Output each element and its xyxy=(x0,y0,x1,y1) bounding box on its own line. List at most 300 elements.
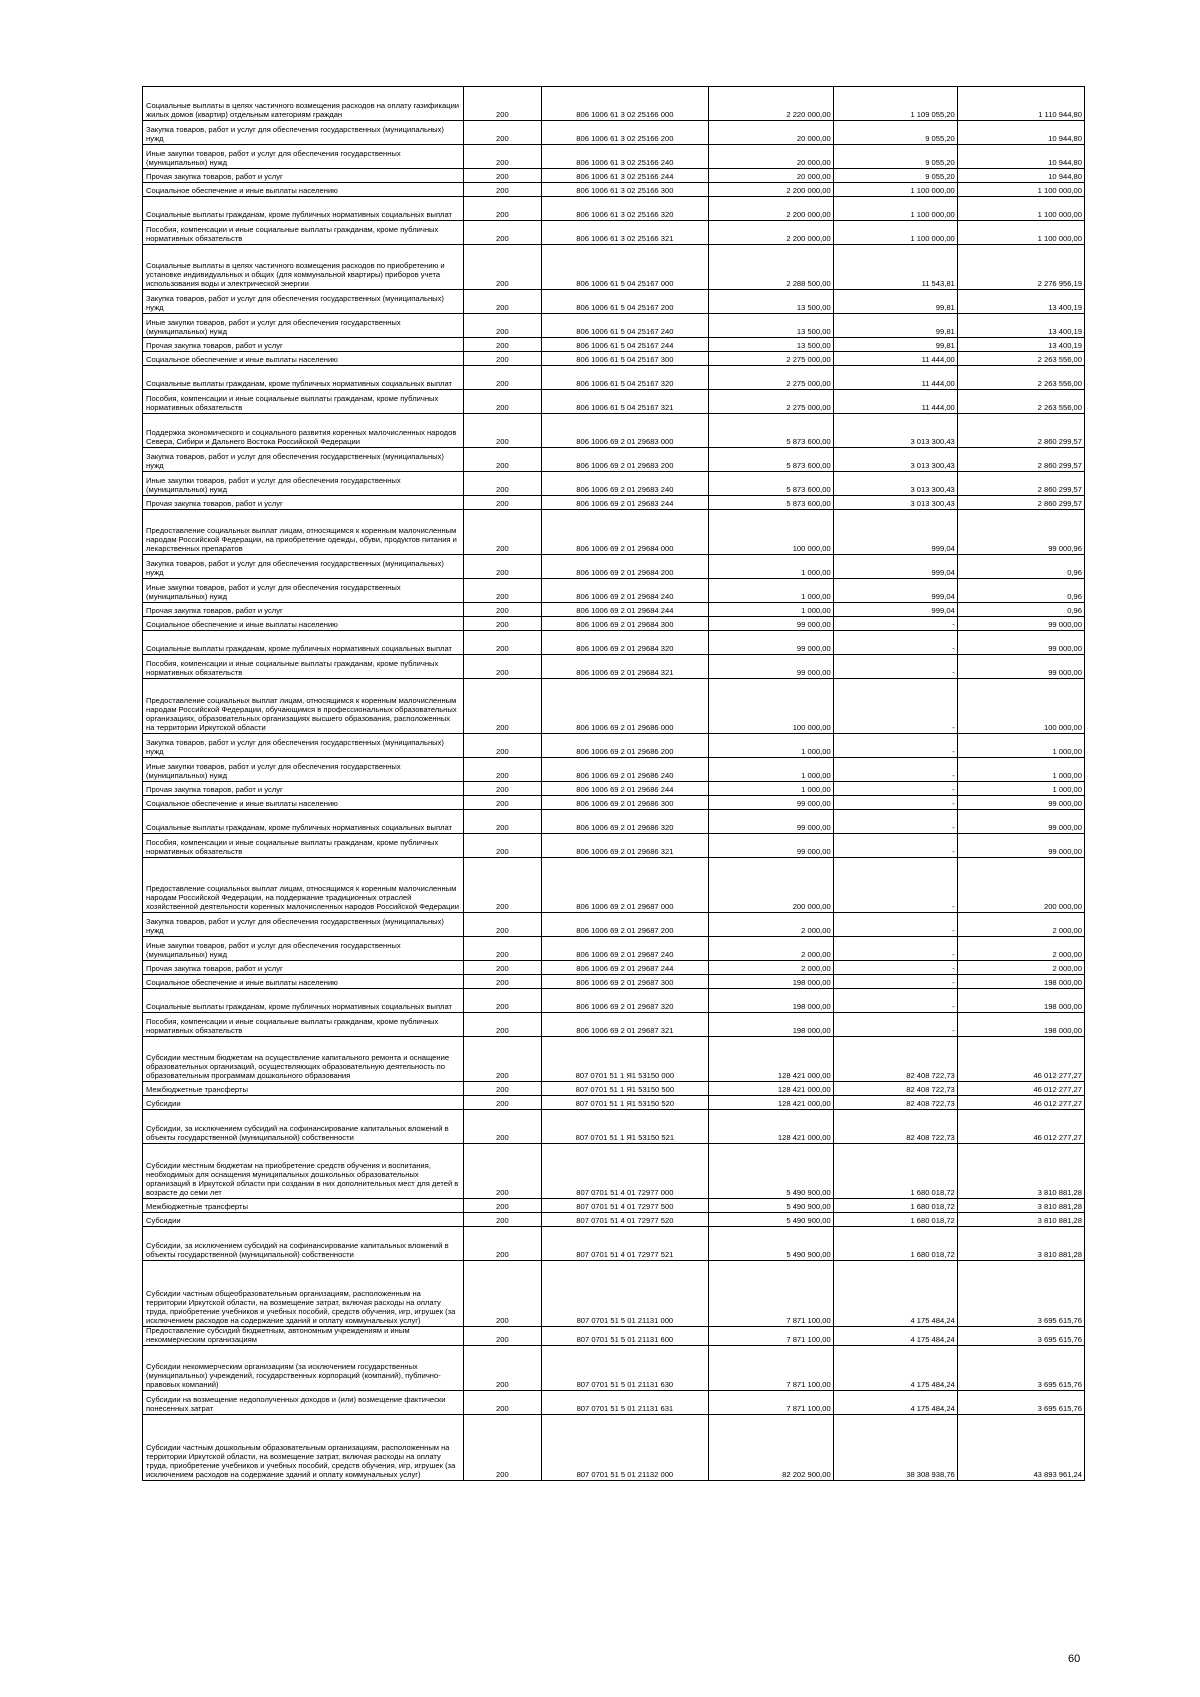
row-budget-code: 807 0701 51 4 01 72977 520 xyxy=(542,1213,708,1227)
row-approved-amount: 7 871 100,00 xyxy=(708,1345,833,1390)
row-remaining-amount: 2 000,00 xyxy=(957,913,1084,937)
row-budget-code: 806 1006 69 2 01 29684 320 xyxy=(542,631,708,655)
row-line-code: 200 xyxy=(463,472,542,496)
row-executed-amount: - xyxy=(833,782,957,796)
row-name: Субсидии частным дошкольным образовательным организациям, расположенным на территории Иркутской области, на возмещение затрат, включая расходы на оплату труда, приобретение учебников и учебных пособий, средств обучения, игр, игрушек (за исключением расходов на содержание зданий и оплату коммунальных услуг) xyxy=(143,1414,464,1480)
row-executed-amount: 4 175 484,24 xyxy=(833,1345,957,1390)
row-executed-amount: 3 013 300,43 xyxy=(833,472,957,496)
row-remaining-amount: 1 100 000,00 xyxy=(957,197,1084,221)
row-executed-amount: 11 444,00 xyxy=(833,352,957,366)
row-executed-amount: 1 100 000,00 xyxy=(833,197,957,221)
row-budget-code: 806 1006 69 2 01 29684 000 xyxy=(542,510,708,555)
row-executed-amount: 999,04 xyxy=(833,603,957,617)
table-row xyxy=(143,679,1085,734)
row-line-code: 200 xyxy=(463,975,542,989)
row-budget-code: 807 0701 51 5 01 21131 600 xyxy=(542,1327,708,1346)
table-row xyxy=(143,221,1085,245)
row-name: Пособия, компенсации и иные социальные выплаты гражданам, кроме публичных нормативных обязательств xyxy=(143,390,464,414)
table-row xyxy=(143,290,1085,314)
row-line-code: 200 xyxy=(463,679,542,734)
table-row xyxy=(143,782,1085,796)
row-line-code: 200 xyxy=(463,989,542,1013)
row-name: Предоставление социальных выплат лицам, относящимся к коренным малочисленным народам Российской Федерации, обучающимся в профессиональных образовательных организациях, образовательных организациях высшего образования, расположенных на территории Иркутской области xyxy=(143,679,464,734)
table-row xyxy=(143,617,1085,631)
row-budget-code: 807 0701 51 4 01 72977 000 xyxy=(542,1144,708,1199)
row-budget-code: 806 1006 69 2 01 29683 244 xyxy=(542,496,708,510)
row-line-code: 200 xyxy=(463,414,542,448)
row-executed-amount: 1 680 018,72 xyxy=(833,1213,957,1227)
row-approved-amount: 5 490 900,00 xyxy=(708,1227,833,1261)
row-line-code: 200 xyxy=(463,810,542,834)
row-executed-amount: 999,04 xyxy=(833,555,957,579)
budget-execution-table xyxy=(142,86,1085,1481)
row-approved-amount: 128 421 000,00 xyxy=(708,1096,833,1110)
row-line-code: 200 xyxy=(463,390,542,414)
page-number: 60 xyxy=(1068,1653,1081,1665)
row-budget-code: 806 1006 69 2 01 29686 244 xyxy=(542,782,708,796)
row-line-code: 200 xyxy=(463,197,542,221)
row-budget-code: 806 1006 69 2 01 29684 244 xyxy=(542,603,708,617)
row-remaining-amount: 10 944,80 xyxy=(957,169,1084,183)
row-remaining-amount: 99 000,00 xyxy=(957,834,1084,858)
row-line-code: 200 xyxy=(463,1199,542,1213)
row-approved-amount: 1 000,00 xyxy=(708,758,833,782)
table-row xyxy=(143,796,1085,810)
row-line-code: 200 xyxy=(463,655,542,679)
row-budget-code: 806 1006 69 2 01 29686 320 xyxy=(542,810,708,834)
row-remaining-amount: 1 000,00 xyxy=(957,734,1084,758)
table-row xyxy=(143,1199,1085,1213)
row-budget-code: 806 1006 69 2 01 29684 200 xyxy=(542,555,708,579)
row-name: Прочая закупка товаров, работ и услуг xyxy=(143,782,464,796)
row-budget-code: 806 1006 61 5 04 25167 000 xyxy=(542,245,708,290)
row-line-code: 200 xyxy=(463,796,542,810)
row-budget-code: 806 1006 61 5 04 25167 244 xyxy=(542,338,708,352)
table-row xyxy=(143,145,1085,169)
row-remaining-amount: 46 012 277,27 xyxy=(957,1096,1084,1110)
row-approved-amount: 13 500,00 xyxy=(708,290,833,314)
row-line-code: 200 xyxy=(463,858,542,913)
row-remaining-amount: 2 860 299,57 xyxy=(957,496,1084,510)
row-executed-amount: 4 175 484,24 xyxy=(833,1390,957,1414)
table-row xyxy=(143,937,1085,961)
row-executed-amount: - xyxy=(833,734,957,758)
row-approved-amount: 198 000,00 xyxy=(708,975,833,989)
row-approved-amount: 5 873 600,00 xyxy=(708,496,833,510)
row-name: Социальное обеспечение и иные выплаты населению xyxy=(143,183,464,197)
row-line-code: 200 xyxy=(463,121,542,145)
row-name: Пособия, компенсации и иные социальные выплаты гражданам, кроме публичных нормативных обязательств xyxy=(143,834,464,858)
row-remaining-amount: 2 263 556,00 xyxy=(957,366,1084,390)
row-name: Социальные выплаты в целях частичного возмещения расходов на оплату газификации жилых домов (квартир) отдельным категориям граждан xyxy=(143,87,464,121)
row-approved-amount: 1 000,00 xyxy=(708,734,833,758)
row-name: Социальные выплаты гражданам, кроме публичных нормативных социальных выплат xyxy=(143,631,464,655)
row-name: Закупка товаров, работ и услуг для обеспечения государственных (муниципальных) нужд xyxy=(143,121,464,145)
row-executed-amount: 9 055,20 xyxy=(833,145,957,169)
row-name: Социальные выплаты гражданам, кроме публичных нормативных социальных выплат xyxy=(143,366,464,390)
row-budget-code: 806 1006 69 2 01 29687 000 xyxy=(542,858,708,913)
row-approved-amount: 20 000,00 xyxy=(708,169,833,183)
table-row xyxy=(143,338,1085,352)
row-approved-amount: 99 000,00 xyxy=(708,834,833,858)
row-executed-amount: - xyxy=(833,631,957,655)
row-remaining-amount: 99 000,00 xyxy=(957,655,1084,679)
row-name: Социальные выплаты гражданам, кроме публичных нормативных социальных выплат xyxy=(143,810,464,834)
row-remaining-amount: 3 695 615,76 xyxy=(957,1390,1084,1414)
row-approved-amount: 99 000,00 xyxy=(708,631,833,655)
table-row xyxy=(143,989,1085,1013)
row-remaining-amount: 1 000,00 xyxy=(957,782,1084,796)
row-executed-amount: - xyxy=(833,989,957,1013)
row-budget-code: 806 1006 61 5 04 25167 321 xyxy=(542,390,708,414)
row-approved-amount: 5 873 600,00 xyxy=(708,448,833,472)
row-approved-amount: 2 200 000,00 xyxy=(708,221,833,245)
table-row xyxy=(143,352,1085,366)
row-approved-amount: 2 000,00 xyxy=(708,937,833,961)
row-remaining-amount: 46 012 277,27 xyxy=(957,1037,1084,1082)
row-budget-code: 806 1006 61 5 04 25167 300 xyxy=(542,352,708,366)
table-row xyxy=(143,603,1085,617)
table-row xyxy=(143,1345,1085,1390)
row-line-code: 200 xyxy=(463,579,542,603)
row-budget-code: 807 0701 51 4 01 72977 521 xyxy=(542,1227,708,1261)
row-line-code: 200 xyxy=(463,758,542,782)
row-executed-amount: - xyxy=(833,810,957,834)
row-approved-amount: 2 000,00 xyxy=(708,961,833,975)
row-name: Межбюджетные трансферты xyxy=(143,1082,464,1096)
table-row xyxy=(143,858,1085,913)
row-remaining-amount: 46 012 277,27 xyxy=(957,1110,1084,1144)
table-row xyxy=(143,1082,1085,1096)
row-approved-amount: 5 873 600,00 xyxy=(708,414,833,448)
row-remaining-amount: 198 000,00 xyxy=(957,1013,1084,1037)
row-approved-amount: 5 490 900,00 xyxy=(708,1199,833,1213)
row-approved-amount: 2 275 000,00 xyxy=(708,352,833,366)
row-executed-amount: - xyxy=(833,679,957,734)
row-executed-amount: 1 680 018,72 xyxy=(833,1144,957,1199)
table-row xyxy=(143,961,1085,975)
row-remaining-amount: 3 695 615,76 xyxy=(957,1345,1084,1390)
row-approved-amount: 1 000,00 xyxy=(708,782,833,796)
row-executed-amount: - xyxy=(833,834,957,858)
table-row xyxy=(143,1213,1085,1227)
row-name: Пособия, компенсации и иные социальные выплаты гражданам, кроме публичных нормативных обязательств xyxy=(143,655,464,679)
row-line-code: 200 xyxy=(463,290,542,314)
row-remaining-amount: 99 000,96 xyxy=(957,510,1084,555)
row-name: Пособия, компенсации и иные социальные выплаты гражданам, кроме публичных нормативных обязательств xyxy=(143,221,464,245)
table-row xyxy=(143,913,1085,937)
row-line-code: 200 xyxy=(463,496,542,510)
row-executed-amount: 9 055,20 xyxy=(833,121,957,145)
table-row xyxy=(143,1390,1085,1414)
row-budget-code: 806 1006 61 3 02 25166 200 xyxy=(542,121,708,145)
row-remaining-amount: 13 400,19 xyxy=(957,338,1084,352)
row-line-code: 200 xyxy=(463,221,542,245)
row-remaining-amount: 13 400,19 xyxy=(957,314,1084,338)
table-row xyxy=(143,758,1085,782)
row-approved-amount: 7 871 100,00 xyxy=(708,1261,833,1327)
row-line-code: 200 xyxy=(463,1037,542,1082)
row-executed-amount: - xyxy=(833,758,957,782)
row-approved-amount: 1 000,00 xyxy=(708,579,833,603)
row-remaining-amount: 99 000,00 xyxy=(957,631,1084,655)
row-name: Иные закупки товаров, работ и услуг для обеспечения государственных (муниципальных) нужд xyxy=(143,937,464,961)
row-executed-amount: 1 100 000,00 xyxy=(833,221,957,245)
row-approved-amount: 7 871 100,00 xyxy=(708,1327,833,1346)
row-name: Социальные выплаты в целях частичного возмещения расходов по приобретению и установке индивидуальных и общих (для коммунальной квартиры) приборов учета использования воды и электрической энергии xyxy=(143,245,464,290)
row-remaining-amount: 10 944,80 xyxy=(957,121,1084,145)
row-executed-amount: 9 055,20 xyxy=(833,169,957,183)
row-remaining-amount: 2 000,00 xyxy=(957,961,1084,975)
row-line-code: 200 xyxy=(463,834,542,858)
row-budget-code: 806 1006 61 3 02 25166 244 xyxy=(542,169,708,183)
row-budget-code: 806 1006 69 2 01 29683 200 xyxy=(542,448,708,472)
row-budget-code: 806 1006 69 2 01 29684 321 xyxy=(542,655,708,679)
table-row xyxy=(143,810,1085,834)
row-budget-code: 806 1006 69 2 01 29687 320 xyxy=(542,989,708,1013)
row-budget-code: 806 1006 69 2 01 29687 244 xyxy=(542,961,708,975)
row-line-code: 200 xyxy=(463,1414,542,1480)
row-approved-amount: 5 490 900,00 xyxy=(708,1213,833,1227)
row-name: Закупка товаров, работ и услуг для обеспечения государственных (муниципальных) нужд xyxy=(143,290,464,314)
row-name: Предоставление социальных выплат лицам, относящимся к коренным малочисленным народам Российской Федерации, на поддержание традиционных отраслей хозяйственной деятельности коренных малочисленных народов Российской Федерации xyxy=(143,858,464,913)
row-executed-amount: 82 408 722,73 xyxy=(833,1096,957,1110)
row-name: Субсидии xyxy=(143,1213,464,1227)
table-row xyxy=(143,631,1085,655)
table-row xyxy=(143,975,1085,989)
row-line-code: 200 xyxy=(463,352,542,366)
row-line-code: 200 xyxy=(463,1345,542,1390)
row-remaining-amount: 2 263 556,00 xyxy=(957,352,1084,366)
row-name: Прочая закупка товаров, работ и услуг xyxy=(143,169,464,183)
row-line-code: 200 xyxy=(463,1082,542,1096)
row-approved-amount: 100 000,00 xyxy=(708,679,833,734)
row-approved-amount: 99 000,00 xyxy=(708,655,833,679)
table-row xyxy=(143,1013,1085,1037)
row-approved-amount: 99 000,00 xyxy=(708,810,833,834)
row-executed-amount: 3 013 300,43 xyxy=(833,496,957,510)
row-name: Пособия, компенсации и иные социальные выплаты гражданам, кроме публичных нормативных обязательств xyxy=(143,1013,464,1037)
row-executed-amount: 99,81 xyxy=(833,314,957,338)
row-remaining-amount: 2 860 299,57 xyxy=(957,414,1084,448)
row-line-code: 200 xyxy=(463,1144,542,1199)
row-approved-amount: 20 000,00 xyxy=(708,145,833,169)
table-row xyxy=(143,245,1085,290)
row-budget-code: 807 0701 51 1 Я1 53150 000 xyxy=(542,1037,708,1082)
row-approved-amount: 2 000,00 xyxy=(708,913,833,937)
row-name: Субсидии, за исключением субсидий на софинансирование капитальных вложений в объекты государственной (муниципальной) собственности xyxy=(143,1110,464,1144)
row-line-code: 200 xyxy=(463,1110,542,1144)
row-executed-amount: - xyxy=(833,913,957,937)
row-remaining-amount: 2 263 556,00 xyxy=(957,390,1084,414)
row-executed-amount: 4 175 484,24 xyxy=(833,1327,957,1346)
table-row xyxy=(143,1096,1085,1110)
row-budget-code: 806 1006 61 3 02 25166 300 xyxy=(542,183,708,197)
row-line-code: 200 xyxy=(463,87,542,121)
row-executed-amount: 4 175 484,24 xyxy=(833,1261,957,1327)
row-approved-amount: 2 200 000,00 xyxy=(708,197,833,221)
row-name: Закупка товаров, работ и услуг для обеспечения государственных (муниципальных) нужд xyxy=(143,555,464,579)
row-line-code: 200 xyxy=(463,1096,542,1110)
row-remaining-amount: 0,96 xyxy=(957,579,1084,603)
row-budget-code: 807 0701 51 5 01 21131 630 xyxy=(542,1345,708,1390)
row-budget-code: 807 0701 51 5 01 21132 000 xyxy=(542,1414,708,1480)
row-name: Прочая закупка товаров, работ и услуг xyxy=(143,603,464,617)
row-budget-code: 806 1006 69 2 01 29686 200 xyxy=(542,734,708,758)
table-row xyxy=(143,1110,1085,1144)
row-approved-amount: 198 000,00 xyxy=(708,989,833,1013)
row-budget-code: 806 1006 69 2 01 29683 240 xyxy=(542,472,708,496)
row-approved-amount: 20 000,00 xyxy=(708,121,833,145)
row-line-code: 200 xyxy=(463,1327,542,1346)
row-name: Субсидии местным бюджетам на приобретение средств обучения и воспитания, необходимых для оснащения муниципальных дошкольных образовательных организаций в Иркутской области при создании в них дополнительных мест для детей в возрасте до семи лет xyxy=(143,1144,464,1199)
row-name: Предоставление социальных выплат лицам, относящимся к коренным малочисленным народам Российской Федерации, на приобретение одежды, обуви, продуктов питания и лекарственных препаратов xyxy=(143,510,464,555)
row-remaining-amount: 46 012 277,27 xyxy=(957,1082,1084,1096)
row-remaining-amount: 1 100 000,00 xyxy=(957,183,1084,197)
row-executed-amount: 999,04 xyxy=(833,510,957,555)
row-remaining-amount: 3 810 881,28 xyxy=(957,1144,1084,1199)
row-budget-code: 806 1006 69 2 01 29687 300 xyxy=(542,975,708,989)
row-line-code: 200 xyxy=(463,937,542,961)
table-row xyxy=(143,834,1085,858)
row-executed-amount: 99,81 xyxy=(833,290,957,314)
row-executed-amount: 99,81 xyxy=(833,338,957,352)
row-line-code: 200 xyxy=(463,366,542,390)
row-name: Субсидии некоммерческим организациям (за исключением государственных (муниципальных) учреждений, государственных корпораций (компаний), публично-правовых компаний) xyxy=(143,1345,464,1390)
row-line-code: 200 xyxy=(463,617,542,631)
row-approved-amount: 5 490 900,00 xyxy=(708,1144,833,1199)
row-remaining-amount: 3 810 881,28 xyxy=(957,1213,1084,1227)
row-approved-amount: 2 220 000,00 xyxy=(708,87,833,121)
row-name: Межбюджетные трансферты xyxy=(143,1199,464,1213)
row-remaining-amount: 1 100 000,00 xyxy=(957,221,1084,245)
row-approved-amount: 1 000,00 xyxy=(708,555,833,579)
row-approved-amount: 128 421 000,00 xyxy=(708,1110,833,1144)
row-name: Закупка товаров, работ и услуг для обеспечения государственных (муниципальных) нужд xyxy=(143,734,464,758)
row-remaining-amount: 3 810 881,28 xyxy=(957,1199,1084,1213)
row-remaining-amount: 99 000,00 xyxy=(957,617,1084,631)
row-line-code: 200 xyxy=(463,1390,542,1414)
row-executed-amount: 11 444,00 xyxy=(833,366,957,390)
row-name: Субсидии частным общеобразовательным организациям, расположенным на территории Иркутской области, на возмещение затрат, включая расходы на оплату труда, приобретение учебников и учебных пособий, средств обучения, игр, игрушек (за исключением расходов на содержание зданий и оплату коммунальных услуг) xyxy=(143,1261,464,1327)
row-remaining-amount: 198 000,00 xyxy=(957,989,1084,1013)
row-approved-amount: 2 275 000,00 xyxy=(708,366,833,390)
row-executed-amount: 1 680 018,72 xyxy=(833,1199,957,1213)
table-row xyxy=(143,555,1085,579)
row-approved-amount: 99 000,00 xyxy=(708,796,833,810)
row-line-code: 200 xyxy=(463,1213,542,1227)
table-row xyxy=(143,87,1085,121)
row-remaining-amount: 43 893 961,24 xyxy=(957,1414,1084,1480)
row-approved-amount: 100 000,00 xyxy=(708,510,833,555)
row-line-code: 200 xyxy=(463,145,542,169)
row-approved-amount: 128 421 000,00 xyxy=(708,1037,833,1082)
row-remaining-amount: 3 695 615,76 xyxy=(957,1261,1084,1327)
row-approved-amount: 200 000,00 xyxy=(708,858,833,913)
row-executed-amount: 1 100 000,00 xyxy=(833,183,957,197)
row-executed-amount: 1 680 018,72 xyxy=(833,1227,957,1261)
row-approved-amount: 82 202 900,00 xyxy=(708,1414,833,1480)
row-remaining-amount: 10 944,80 xyxy=(957,145,1084,169)
row-line-code: 200 xyxy=(463,1261,542,1327)
row-line-code: 200 xyxy=(463,510,542,555)
row-budget-code: 806 1006 69 2 01 29684 240 xyxy=(542,579,708,603)
row-executed-amount: - xyxy=(833,796,957,810)
table-row xyxy=(143,183,1085,197)
row-line-code: 200 xyxy=(463,782,542,796)
row-budget-code: 806 1006 69 2 01 29683 000 xyxy=(542,414,708,448)
table-row xyxy=(143,472,1085,496)
row-name: Иные закупки товаров, работ и услуг для обеспечения государственных (муниципальных) нужд xyxy=(143,579,464,603)
row-executed-amount: 3 013 300,43 xyxy=(833,448,957,472)
row-executed-amount: - xyxy=(833,1013,957,1037)
row-executed-amount: - xyxy=(833,975,957,989)
row-name: Социальное обеспечение и иные выплаты населению xyxy=(143,352,464,366)
row-line-code: 200 xyxy=(463,314,542,338)
row-remaining-amount: 99 000,00 xyxy=(957,796,1084,810)
row-name: Закупка товаров, работ и услуг для обеспечения государственных (муниципальных) нужд xyxy=(143,913,464,937)
row-executed-amount: 999,04 xyxy=(833,579,957,603)
row-remaining-amount: 1 110 944,80 xyxy=(957,87,1084,121)
table-row xyxy=(143,1227,1085,1261)
row-line-code: 200 xyxy=(463,961,542,975)
row-remaining-amount: 0,96 xyxy=(957,555,1084,579)
table-row xyxy=(143,1144,1085,1199)
row-budget-code: 807 0701 51 4 01 72977 500 xyxy=(542,1199,708,1213)
row-executed-amount: - xyxy=(833,617,957,631)
row-name: Прочая закупка товаров, работ и услуг xyxy=(143,496,464,510)
row-budget-code: 806 1006 61 3 02 25166 000 xyxy=(542,87,708,121)
row-line-code: 200 xyxy=(463,555,542,579)
row-budget-code: 806 1006 69 2 01 29687 200 xyxy=(542,913,708,937)
table-body xyxy=(143,87,1085,1481)
row-executed-amount: 3 013 300,43 xyxy=(833,414,957,448)
table-row xyxy=(143,169,1085,183)
row-executed-amount: 11 444,00 xyxy=(833,390,957,414)
row-approved-amount: 128 421 000,00 xyxy=(708,1082,833,1096)
table-row xyxy=(143,734,1085,758)
row-budget-code: 806 1006 69 2 01 29686 300 xyxy=(542,796,708,810)
table-row xyxy=(143,496,1085,510)
row-budget-code: 806 1006 61 3 02 25166 240 xyxy=(542,145,708,169)
row-budget-code: 806 1006 61 5 04 25167 200 xyxy=(542,290,708,314)
row-line-code: 200 xyxy=(463,1013,542,1037)
row-name: Социальное обеспечение и иные выплаты населению xyxy=(143,975,464,989)
row-budget-code: 806 1006 69 2 01 29686 240 xyxy=(542,758,708,782)
row-line-code: 200 xyxy=(463,734,542,758)
table-row xyxy=(143,314,1085,338)
row-line-code: 200 xyxy=(463,631,542,655)
row-name: Субсидии местным бюджетам на осуществление капитального ремонта и оснащение образовательных организаций, осуществляющих образовательную деятельность по образовательным программам дошкольного образования xyxy=(143,1037,464,1082)
row-budget-code: 806 1006 69 2 01 29686 000 xyxy=(542,679,708,734)
row-name: Прочая закупка товаров, работ и услуг xyxy=(143,338,464,352)
row-line-code: 200 xyxy=(463,913,542,937)
row-name: Субсидии на возмещение недополученных доходов и (или) возмещение фактически понесенных затрат xyxy=(143,1390,464,1414)
table-row xyxy=(143,448,1085,472)
row-name: Закупка товаров, работ и услуг для обеспечения государственных (муниципальных) нужд xyxy=(143,448,464,472)
row-remaining-amount: 2 276 956,19 xyxy=(957,245,1084,290)
table-row xyxy=(143,121,1085,145)
row-budget-code: 806 1006 69 2 01 29684 300 xyxy=(542,617,708,631)
row-approved-amount: 13 500,00 xyxy=(708,314,833,338)
row-name: Социальное обеспечение и иные выплаты населению xyxy=(143,617,464,631)
row-name: Иные закупки товаров, работ и услуг для обеспечения государственных (муниципальных) нужд xyxy=(143,472,464,496)
row-budget-code: 806 1006 69 2 01 29687 321 xyxy=(542,1013,708,1037)
row-budget-code: 806 1006 69 2 01 29687 240 xyxy=(542,937,708,961)
row-approved-amount: 2 288 500,00 xyxy=(708,245,833,290)
row-name: Социальное обеспечение и иные выплаты населению xyxy=(143,796,464,810)
row-executed-amount: 82 408 722,73 xyxy=(833,1037,957,1082)
